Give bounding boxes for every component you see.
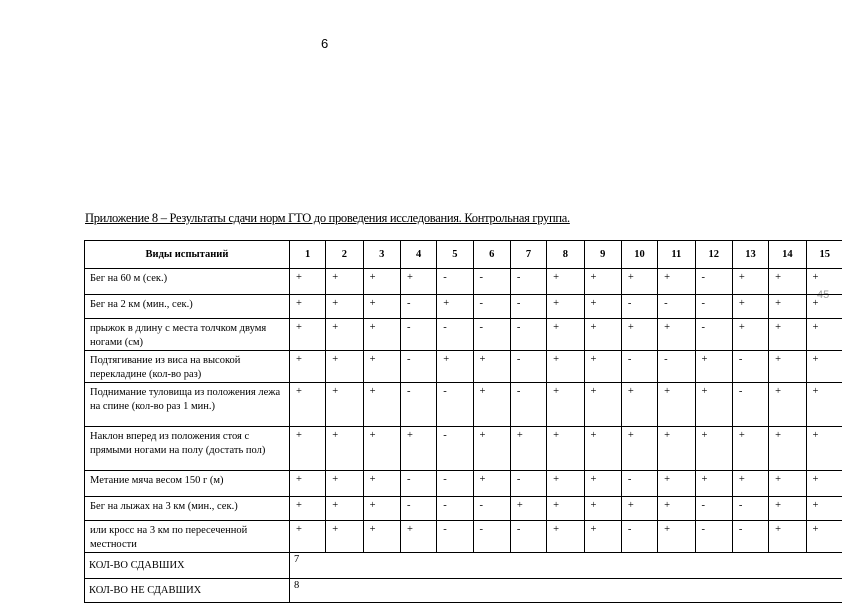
- result-cell: -: [473, 497, 510, 521]
- result-cell: -: [437, 497, 473, 521]
- result-cell: -: [400, 383, 436, 427]
- result-cell: +: [769, 383, 806, 427]
- result-cell: +: [363, 351, 400, 383]
- result-cell: -: [510, 351, 546, 383]
- result-cell: +: [289, 497, 325, 521]
- result-cell: +: [806, 269, 842, 295]
- result-cell: +: [400, 427, 436, 471]
- result-cell: +: [732, 319, 768, 351]
- result-cell: +: [769, 471, 806, 497]
- result-cell: +: [658, 383, 695, 427]
- result-cell: -: [510, 521, 546, 553]
- test-name-cell: Метание мяча весом 150 г (м): [85, 471, 290, 497]
- result-cell: -: [621, 471, 657, 497]
- result-cell: +: [584, 269, 621, 295]
- result-cell: -: [400, 351, 436, 383]
- result-cell: -: [473, 269, 510, 295]
- result-cell: +: [769, 319, 806, 351]
- result-cell: +: [473, 351, 510, 383]
- page-number-top: 6: [321, 36, 328, 51]
- column-header: 2: [326, 241, 363, 269]
- column-header: 13: [732, 241, 768, 269]
- header-tests-label: Виды испытаний: [85, 241, 290, 269]
- result-cell: +: [621, 497, 657, 521]
- result-cell: +: [584, 497, 621, 521]
- result-cell: +: [695, 427, 732, 471]
- result-cell: +: [695, 471, 732, 497]
- column-header: 11: [658, 241, 695, 269]
- result-cell: -: [510, 269, 546, 295]
- result-cell: -: [732, 383, 768, 427]
- result-cell: -: [732, 521, 768, 553]
- result-cell: -: [400, 471, 436, 497]
- result-cell: +: [289, 427, 325, 471]
- result-cell: +: [289, 351, 325, 383]
- column-header: 15: [806, 241, 842, 269]
- result-cell: -: [510, 295, 546, 319]
- result-cell: +: [326, 269, 363, 295]
- result-cell: +: [806, 295, 842, 319]
- result-cell: -: [437, 383, 473, 427]
- result-cell: -: [658, 295, 695, 319]
- result-cell: +: [326, 351, 363, 383]
- result-cell: +: [326, 295, 363, 319]
- result-cell: +: [806, 471, 842, 497]
- result-cell: +: [437, 351, 473, 383]
- result-cell: +: [806, 427, 842, 471]
- table-row: [85, 471, 842, 497]
- result-cell: +: [769, 269, 806, 295]
- result-cell: +: [806, 319, 842, 351]
- result-cell: -: [695, 319, 732, 351]
- result-cell: -: [437, 471, 473, 497]
- result-cell: +: [658, 319, 695, 351]
- result-cell: -: [473, 295, 510, 319]
- result-cell: -: [695, 269, 732, 295]
- results-table: [84, 240, 842, 603]
- result-cell: +: [806, 383, 842, 427]
- result-cell: +: [769, 497, 806, 521]
- result-cell: -: [732, 497, 768, 521]
- result-cell: +: [326, 471, 363, 497]
- table-row: [85, 319, 842, 351]
- result-cell: +: [289, 295, 325, 319]
- result-cell: -: [621, 351, 657, 383]
- column-header: 3: [363, 241, 400, 269]
- result-cell: -: [400, 497, 436, 521]
- result-cell: +: [584, 351, 621, 383]
- result-cell: +: [621, 427, 657, 471]
- table-row: [85, 427, 842, 471]
- test-name-cell: Наклон вперед из положения стоя с прямыми ногами на полу (достать пол): [85, 427, 290, 471]
- result-cell: +: [621, 319, 657, 351]
- result-cell: +: [621, 383, 657, 427]
- table-row: [85, 497, 842, 521]
- result-cell: -: [732, 351, 768, 383]
- result-cell: -: [400, 319, 436, 351]
- result-cell: +: [289, 383, 325, 427]
- result-cell: +: [326, 497, 363, 521]
- result-cell: +: [621, 269, 657, 295]
- result-cell: -: [695, 295, 732, 319]
- result-cell: +: [363, 521, 400, 553]
- result-cell: +: [769, 427, 806, 471]
- result-cell: -: [437, 319, 473, 351]
- result-cell: -: [437, 427, 473, 471]
- result-cell: +: [547, 521, 584, 553]
- column-header: 10: [621, 241, 657, 269]
- result-cell: +: [510, 427, 546, 471]
- result-cell: +: [400, 269, 436, 295]
- result-cell: +: [547, 427, 584, 471]
- result-cell: +: [363, 295, 400, 319]
- result-cell: +: [806, 521, 842, 553]
- result-cell: +: [584, 383, 621, 427]
- side-page-number: 45: [817, 289, 829, 301]
- test-name-cell: прыжок в длину с места толчком двумя ногами (см): [85, 319, 290, 351]
- result-cell: -: [621, 521, 657, 553]
- result-cell: +: [547, 471, 584, 497]
- header-row: [85, 241, 842, 269]
- result-cell: +: [363, 319, 400, 351]
- result-cell: +: [400, 521, 436, 553]
- result-cell: +: [363, 497, 400, 521]
- result-cell: +: [326, 319, 363, 351]
- result-cell: +: [547, 351, 584, 383]
- result-cell: +: [326, 427, 363, 471]
- result-cell: +: [584, 427, 621, 471]
- result-cell: +: [806, 497, 842, 521]
- result-cell: +: [473, 427, 510, 471]
- result-cell: +: [695, 351, 732, 383]
- test-name-cell: Бег на 60 м (сек.): [85, 269, 290, 295]
- column-header: 14: [769, 241, 806, 269]
- column-header: 4: [400, 241, 436, 269]
- result-cell: +: [658, 521, 695, 553]
- summary-row: [85, 553, 842, 579]
- column-header: 7: [510, 241, 546, 269]
- result-cell: -: [695, 497, 732, 521]
- result-cell: +: [547, 383, 584, 427]
- result-cell: +: [769, 521, 806, 553]
- result-cell: +: [437, 295, 473, 319]
- result-cell: +: [363, 383, 400, 427]
- result-cell: +: [658, 427, 695, 471]
- result-cell: +: [584, 319, 621, 351]
- result-cell: -: [437, 269, 473, 295]
- result-cell: +: [732, 269, 768, 295]
- result-cell: -: [437, 521, 473, 553]
- result-cell: -: [695, 521, 732, 553]
- result-cell: +: [289, 269, 325, 295]
- table-row: [85, 521, 842, 553]
- result-cell: +: [326, 521, 363, 553]
- table-caption: Приложение 8 – Результаты сдачи норм ГТО до проведения исследования. Контрольная группа.: [85, 211, 570, 226]
- test-name-cell: или кросс на 3 км по пересеченной местности: [85, 521, 290, 553]
- test-name-cell: Бег на лыжах на 3 км (мин., сек.): [85, 497, 290, 521]
- result-cell: +: [473, 383, 510, 427]
- test-name-cell: Подтягивание из виса на высокой перекладине (кол-во раз): [85, 351, 290, 383]
- result-cell: -: [621, 295, 657, 319]
- summary-label: КОЛ-ВО НЕ СДАВШИХ: [85, 579, 290, 603]
- result-cell: +: [806, 351, 842, 383]
- result-cell: -: [658, 351, 695, 383]
- result-cell: +: [695, 383, 732, 427]
- table-row: [85, 269, 842, 295]
- result-cell: +: [547, 295, 584, 319]
- summary-value: 8: [289, 579, 842, 603]
- column-header: 6: [473, 241, 510, 269]
- column-header: 5: [437, 241, 473, 269]
- table-row: [85, 295, 842, 319]
- summary-label: КОЛ-ВО СДАВШИХ: [85, 553, 290, 579]
- result-cell: +: [326, 383, 363, 427]
- result-cell: +: [658, 269, 695, 295]
- column-header: 9: [584, 241, 621, 269]
- result-cell: +: [584, 295, 621, 319]
- result-cell: +: [732, 471, 768, 497]
- result-cell: +: [363, 471, 400, 497]
- test-name-cell: Бег на 2 км (мин., сек.): [85, 295, 290, 319]
- result-cell: +: [363, 427, 400, 471]
- result-cell: -: [510, 319, 546, 351]
- result-cell: +: [289, 319, 325, 351]
- test-name-cell: Поднимание туловища из положения лежа на спине (кол-во раз 1 мин.): [85, 383, 290, 427]
- summary-row: [85, 579, 842, 603]
- column-header: 12: [695, 241, 732, 269]
- result-cell: +: [732, 295, 768, 319]
- result-cell: +: [547, 319, 584, 351]
- result-cell: +: [547, 269, 584, 295]
- result-cell: +: [658, 471, 695, 497]
- column-header: 1: [289, 241, 325, 269]
- table-row: [85, 351, 842, 383]
- result-cell: +: [510, 497, 546, 521]
- result-cell: -: [473, 521, 510, 553]
- result-cell: +: [732, 427, 768, 471]
- result-cell: -: [510, 383, 546, 427]
- table-row: [85, 383, 842, 427]
- result-cell: +: [658, 497, 695, 521]
- result-cell: +: [473, 471, 510, 497]
- result-cell: -: [510, 471, 546, 497]
- result-cell: +: [584, 521, 621, 553]
- result-cell: +: [289, 471, 325, 497]
- result-cell: +: [584, 471, 621, 497]
- result-cell: +: [769, 351, 806, 383]
- result-cell: +: [769, 295, 806, 319]
- column-header: 8: [547, 241, 584, 269]
- result-cell: -: [473, 319, 510, 351]
- summary-value: 7: [289, 553, 842, 579]
- result-cell: +: [289, 521, 325, 553]
- result-cell: +: [363, 269, 400, 295]
- result-cell: +: [547, 497, 584, 521]
- result-cell: -: [400, 295, 436, 319]
